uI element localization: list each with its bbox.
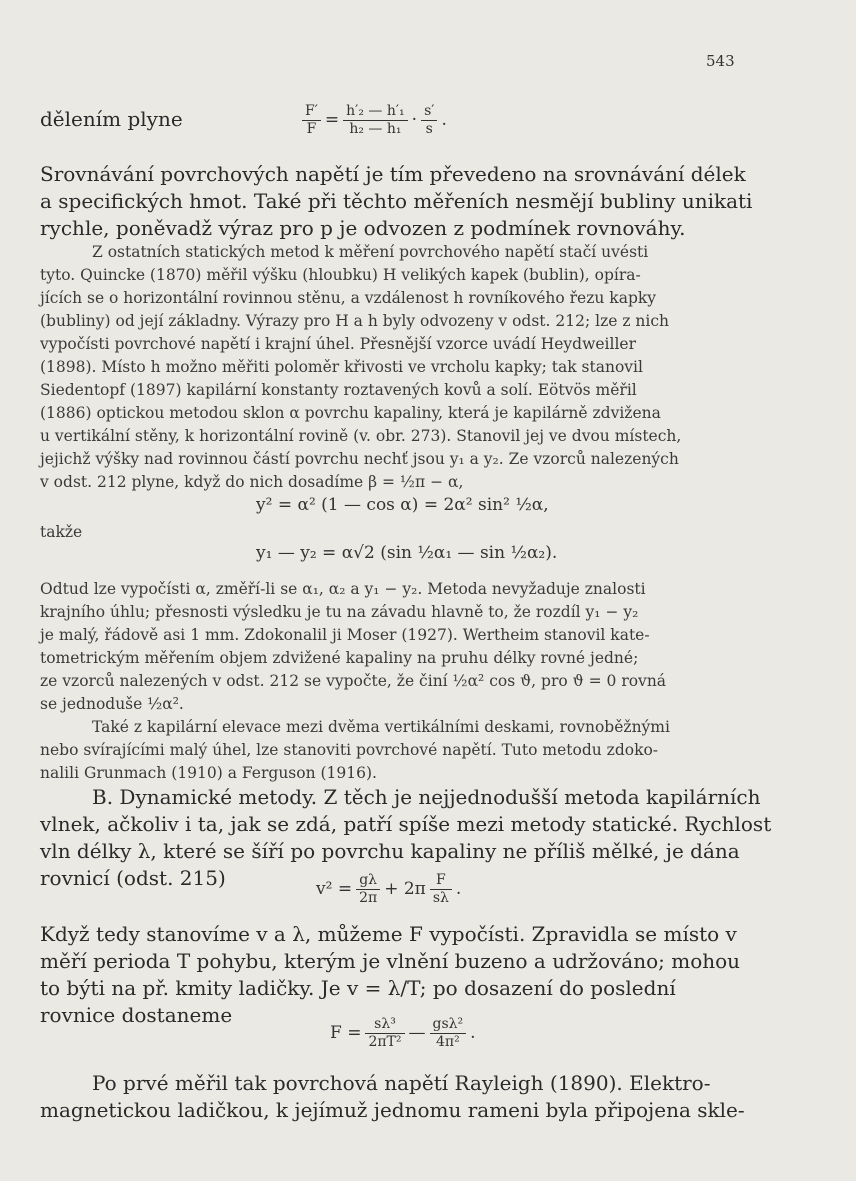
text-line: jejichž výšky nad rovinnou částí povrchu nechť jsou y₁ a y₂. Ze vzorců nalezených bbox=[40, 450, 679, 468]
text-line: Srovnávání povrchových napětí je tím převedeno na srovnávání délek bbox=[40, 162, 746, 186]
text-line: Z ostatních statických metod k měření povrchového napětí stačí uvésti bbox=[92, 243, 649, 261]
equation-ratio: $\frac{F'}{F}$ = $\frac{\text{h′₂ — h′₁}}{\text{h₂ — h₁}}$ · $\frac{s'}{s}$ . bbox=[298, 103, 447, 138]
text-line: vlnek, ačkoliv i ta, jak se zdá, patří spíše mezi metody statické. Rychlost bbox=[40, 812, 772, 836]
text-line: Po prvé měřil tak povrchová napětí Rayleigh (1890). Elektro- bbox=[92, 1071, 711, 1095]
equation-wave-velocity: v² = $\frac{g\lambda}{2\pi}$ + 2π $\frac{F}{s\lambda}$ . bbox=[316, 872, 462, 906]
text-line: vln délky λ, které se šíří po povrchu kapaliny ne příliš mělké, je dána bbox=[40, 839, 740, 863]
text-line: (1886) optickou metodou sklon α povrchu kapaliny, která je kapilárně zdvižena bbox=[40, 404, 661, 422]
text-line: jících se o horizontální rovinnou stěnu, a vzdálenost h rovníkového řezu kapky bbox=[40, 289, 657, 307]
text-line: v odst. 212 plyne, když do nich dosadíme β = ½π − α, bbox=[40, 473, 464, 491]
text-line: Siedentopf (1897) kapilární konstanty roztavených kovů a solí. Eötvös měřil bbox=[40, 381, 637, 399]
text-line: Když tedy stanovíme v a λ, můžeme F vypočísti. Zpravidla se místo v bbox=[40, 922, 737, 946]
text-line: tometrickým měřením objem zdvižené kapaliny na pruhu délky rovné jedné; bbox=[40, 649, 639, 667]
text-line: nalili Grunmach (1910) a Ferguson (1916). bbox=[40, 764, 377, 782]
text-line: rovnice dostaneme bbox=[40, 1003, 233, 1027]
text-line: nebo svírajícími malý úhel, lze stanoviti povrchové napětí. Tuto metodu zdoko- bbox=[40, 741, 659, 759]
eq1-lhs-denominator: F bbox=[306, 121, 317, 137]
text-line: se jednoduše ½α². bbox=[40, 695, 184, 713]
text-line: (1898). Místo h možno měřiti poloměr křivosti ve vrcholu kapky; tak stanovil bbox=[40, 358, 643, 376]
text-line: rovnicí (odst. 215) bbox=[40, 866, 226, 890]
text-line: ze vzorců nalezených v odst. 212 se vypočte, že činí ½α² cos ϑ, pro ϑ = 0 rovná bbox=[40, 672, 667, 690]
text-line: dělením plyne bbox=[40, 107, 183, 131]
text-line: měří perioda T pohybu, kterým je vlnění buzeno a udržováno; mohou bbox=[40, 949, 741, 973]
eq5-lhs: F = bbox=[330, 1023, 362, 1043]
text-line: tyto. Quincke (1870) měřil výšku (hloubku) H velikých kapek (bublin), opíra- bbox=[40, 266, 641, 284]
text-line: a specifických hmot. Také při těchto měřeních nesmějí bubliny unikati bbox=[40, 189, 753, 213]
text-line: rychle, poněvadž výraz pro p je odvozen z podmínek rovnováhy. bbox=[40, 216, 686, 240]
eq4-frac2-numerator: F bbox=[430, 872, 452, 890]
eq4-plus: + 2π bbox=[384, 879, 426, 899]
eq4-frac2-denominator: sλ bbox=[432, 890, 449, 906]
eq5-frac1-numerator: sλ³ bbox=[365, 1016, 404, 1034]
text-line: to býti na př. kmity ladičky. Je v = λ/T; po dosazení do poslední bbox=[40, 976, 676, 1000]
text-line: vypočísti povrchové napětí i krajní úhel. Přesnější vzorce uvádí Heydweiller bbox=[40, 335, 636, 353]
text-line: (bubliny) od její základny. Výrazy pro H a h byly odvozeny v odst. 212; lze z nich bbox=[40, 312, 670, 330]
page-number: 543 bbox=[706, 52, 735, 70]
eq4-frac1-numerator: gλ bbox=[356, 872, 380, 890]
eq4-frac1-denominator: 2π bbox=[359, 890, 378, 906]
eq4-lhs: v² = bbox=[316, 879, 353, 899]
text-line: magnetickou ladičkou, k jejímuž jednomu rameni byla připojena skle- bbox=[40, 1098, 745, 1122]
eq5-minus: — bbox=[408, 1023, 426, 1043]
text-line: je malý, řádově asi 1 mm. Zdokonalil ji Moser (1927). Wertheim stanovil kate- bbox=[40, 626, 650, 644]
eq1-rhs-denominator: s bbox=[425, 121, 433, 137]
eq5-frac2-denominator: 4π² bbox=[435, 1034, 460, 1050]
equation-y-squared: y² = α² (1 — cos α) = 2α² sin² ½α, bbox=[256, 495, 549, 515]
equation-y-difference: y₁ — y₂ = α√2 (sin ½α₁ — sin ½α₂). bbox=[256, 543, 558, 563]
text-line: Také z kapilární elevace mezi dvěma vertikálními deskami, rovnoběžnými bbox=[92, 718, 670, 736]
eq5-frac1-denominator: 2πT² bbox=[368, 1034, 402, 1050]
eq5-frac2-numerator: gsλ² bbox=[430, 1016, 467, 1034]
text-line: Odtud lze vypočísti α, změří-li se α₁, α₂ a y₁ − y₂. Metoda nevyžaduje znalosti bbox=[40, 580, 646, 598]
text-line: u vertikální stěny, k horizontální rovině (v. obr. 273). Stanovil jej ve dvou místech, bbox=[40, 427, 682, 445]
eq1-mid-numerator: h′₂ — h′₁ bbox=[343, 103, 408, 121]
eq1-rhs-numerator: s′ bbox=[421, 103, 437, 121]
equation-surface-tension: F = $\frac{\text{sλ³}}{\text{2πT²}}$ — $\frac{\text{gsλ²}}{\text{4π²}}$ . bbox=[330, 1016, 476, 1050]
text-line: takže bbox=[40, 523, 83, 541]
text-line: B. Dynamické metody. Z těch je nejjednodušší metoda kapilárních bbox=[92, 785, 761, 809]
text-line: krajního úhlu; přesnosti výsledku je tu na závadu hlavně to, že rozdíl y₁ − y₂ bbox=[40, 603, 639, 621]
eq1-lhs-numerator: F′ bbox=[302, 103, 321, 121]
eq1-mid-denominator: h₂ — h₁ bbox=[349, 121, 402, 137]
